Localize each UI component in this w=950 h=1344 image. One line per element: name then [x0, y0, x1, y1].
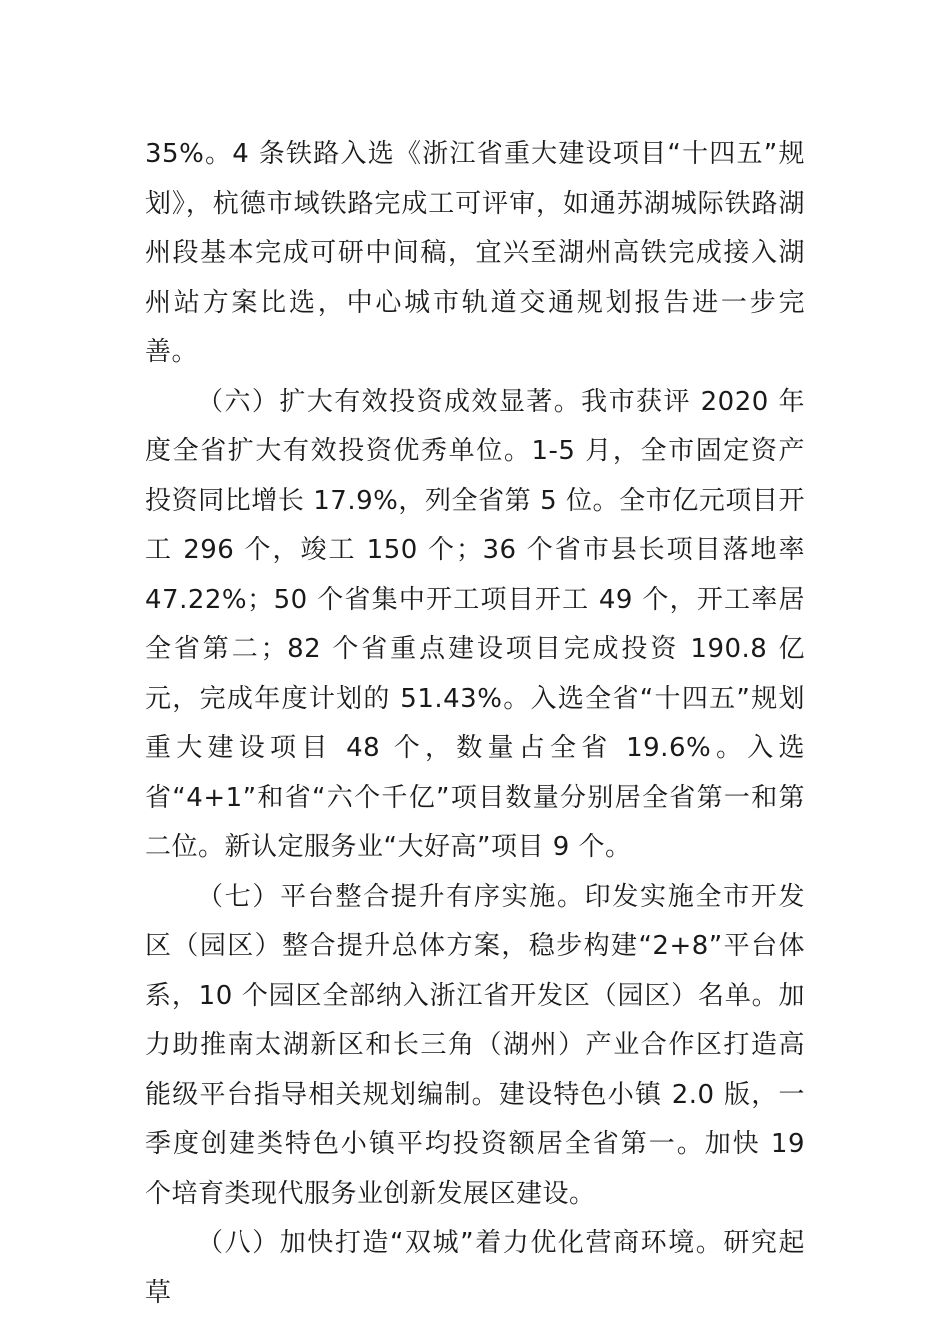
paragraph-effective-investment: （六）扩大有效投资成效显著。我市获评 2020 年度全省扩大有效投资优秀单位。1-5 月，全市固定资产投资同比增长 17.9%，列全省第 5 位。全市亿元项目开工 296 个，竣工 150 个；36 个省市县长项目落地率 47.22%；50 个省集中开工项目开工 49 个，开工率居全省第二；82 个省重点建设项目完成投资 190.8 亿元，完成年度计划的 51.43%。入选全省“十四五”规划重大建设项目 48 个，数量占全省 19.6%。入选省“4+1”和省“六个千亿”项目数量分别居全省第一和第二位。新认定服务业“大好高”项目 9 个。 [145, 386, 805, 862]
paragraph-business-environment: （八）加快打造“双城”着力优化营商环境。研究起草 [145, 1228, 805, 1308]
document-body [145, 130, 805, 1318]
paragraph-railway-continuation: 35%。4 条铁路入选《浙江省重大建设项目“十四五”规划》，杭德市域铁路完成工可评审，如通苏湖城际铁路湖州段基本完成可研中间稿，宜兴至湖州高铁完成接入湖州站方案比选，中心城市轨道交通规划报告进一步完善。 [145, 139, 805, 367]
paragraph-platform-integration: （七）平台整合提升有序实施。印发实施全市开发区（园区）整合提升总体方案，稳步构建“2+8”平台体系，10 个园区全部纳入浙江省开发区（园区）名单。加力助推南太湖新区和长三角（湖州）产业合作区打造高能级平台指导相关规划编制。建设特色小镇 2.0 版，一季度创建类特色小镇平均投资额居全省第一。加快 19 个培育类现代服务业创新发展区建设。 [145, 881, 805, 1209]
